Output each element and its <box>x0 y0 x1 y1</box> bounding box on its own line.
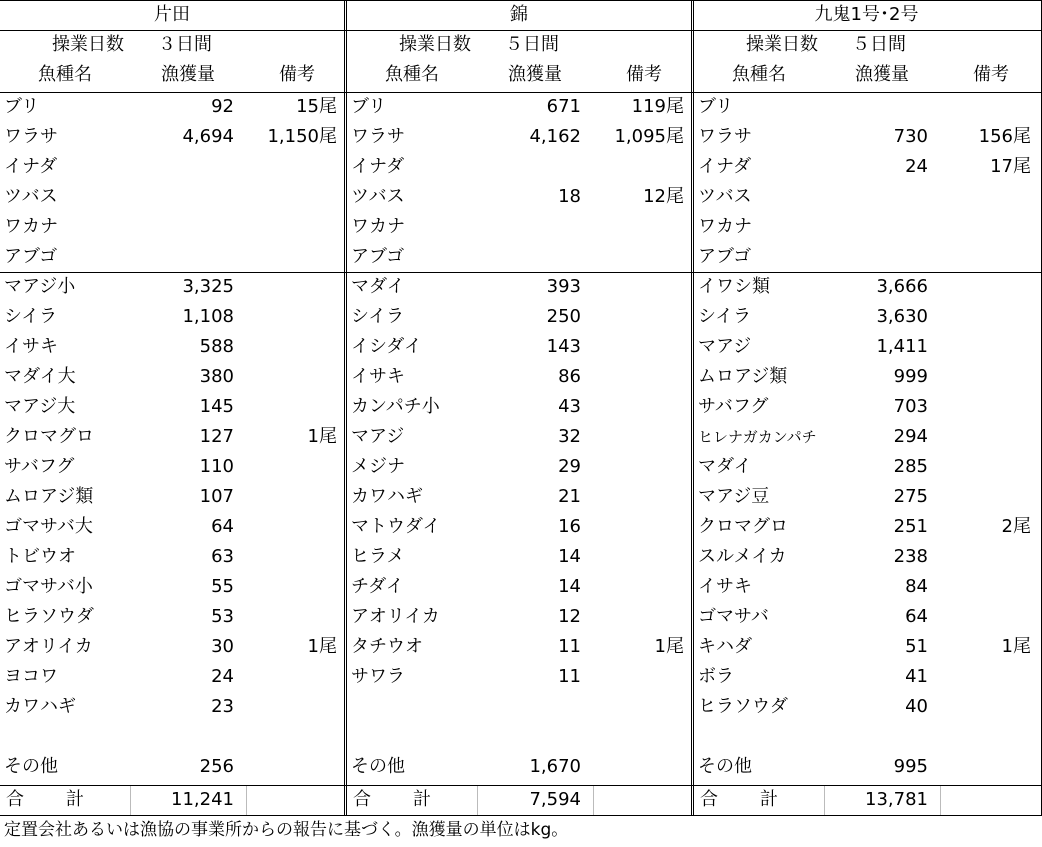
species-name: ヨコワ <box>4 666 58 687</box>
catch-count-note: 15尾 <box>296 96 337 117</box>
footnote: 定置会社あるいは漁協の事業所からの報告に基づく。漁獲量の単位はkg。 <box>4 820 569 840</box>
species-name: マアジ <box>698 336 752 357</box>
catch-amount: 30 <box>211 636 234 657</box>
species-name: その他 <box>4 756 58 777</box>
catch-amount: 999 <box>893 366 928 387</box>
catch-amount: 86 <box>558 366 581 387</box>
days-label: 操業日数 <box>399 34 471 55</box>
species-name: マアジ小 <box>4 276 76 297</box>
total-label <box>6 785 84 815</box>
days-label: 操業日数 <box>746 34 818 55</box>
species-name: クロマグロ <box>4 426 94 447</box>
section-title: 九鬼1号･2号 <box>814 4 919 25</box>
species-name: ツバス <box>4 186 58 207</box>
catch-amount: 251 <box>893 516 928 537</box>
species-name: マアジ <box>351 426 405 447</box>
catch-amount: 51 <box>905 636 928 657</box>
species-name: クロマグロ <box>698 516 788 537</box>
species-name: ボラ <box>698 666 734 687</box>
catch-amount: 238 <box>893 546 928 567</box>
catch-amount: 14 <box>558 576 581 597</box>
species-name: マアジ大 <box>4 396 76 417</box>
species-name: イナダ <box>698 156 752 177</box>
catch-amount: 107 <box>199 486 234 507</box>
species-name: トビウオ <box>4 546 76 567</box>
total-cell-divider <box>246 786 247 815</box>
species-name: イナダ <box>351 156 405 177</box>
catch-count-note: 1,095尾 <box>614 126 684 147</box>
catch-amount: 92 <box>211 96 234 117</box>
catch-amount: 110 <box>199 456 234 477</box>
species-name: アブゴ <box>351 246 405 267</box>
total-label <box>700 785 778 815</box>
catch-count-note: 17尾 <box>990 156 1031 177</box>
days-label: 操業日数 <box>52 34 124 55</box>
species-name: イナダ <box>4 156 58 177</box>
catch-amount: 275 <box>893 486 928 507</box>
species-name: マトウダイ <box>351 516 441 537</box>
catch-amount: 380 <box>199 366 234 387</box>
species-name: チダイ <box>351 576 404 597</box>
species-name: サバフグ <box>4 456 75 477</box>
catch-count-note: 1尾 <box>1001 636 1031 657</box>
catch-amount: 4,694 <box>182 126 234 147</box>
section-divider-1 <box>344 0 347 815</box>
days-value: ５日間 <box>505 34 559 55</box>
catch-amount: 23 <box>211 696 234 717</box>
catch-amount: 143 <box>546 336 581 357</box>
catch-amount: 1,108 <box>182 306 234 327</box>
catch-amount: 16 <box>558 516 581 537</box>
species-name: アブゴ <box>698 246 752 267</box>
total-label-right: 計 <box>760 789 778 810</box>
column-header-name: 魚種名 <box>38 64 92 85</box>
total-cell-divider <box>940 786 941 815</box>
species-name: カワハギ <box>351 486 423 507</box>
species-name: ヒラソウダ <box>4 606 94 627</box>
species-name: イサキ <box>4 336 58 357</box>
catch-amount: 32 <box>558 426 581 447</box>
column-header-notes: 備考 <box>626 64 662 85</box>
catch-amount: 55 <box>211 576 234 597</box>
species-name: ゴマサバ小 <box>4 576 93 597</box>
catch-amount: 41 <box>905 666 928 687</box>
catch-amount: 127 <box>199 426 234 447</box>
column-header-name: 魚種名 <box>385 64 439 85</box>
total-label-right: 計 <box>66 789 84 810</box>
species-name: ワラサ <box>4 126 58 147</box>
species-name: ブリ <box>351 96 387 117</box>
species-name: アブゴ <box>4 246 58 267</box>
species-name: マダイ <box>698 456 752 477</box>
catch-amount: 84 <box>905 576 928 597</box>
species-name: イシダイ <box>351 336 422 357</box>
catch-amount: 3,666 <box>876 276 928 297</box>
catch-amount: 703 <box>893 396 928 417</box>
catch-amount: 11 <box>558 636 581 657</box>
species-name: ゴマサバ大 <box>4 516 93 537</box>
catch-amount: 24 <box>905 156 928 177</box>
catch-amount: 250 <box>546 306 581 327</box>
catch-amount: 1,411 <box>876 336 928 357</box>
catch-amount: 4,162 <box>529 126 581 147</box>
catch-amount: 1,670 <box>529 756 581 777</box>
species-name: キハダ <box>698 636 752 657</box>
species-name: ヒラソウダ <box>698 696 788 717</box>
total-amount: 11,241 <box>171 789 234 810</box>
species-name: アオリイカ <box>4 636 93 657</box>
species-name: カワハギ <box>4 696 76 717</box>
catch-amount: 294 <box>893 426 928 447</box>
species-name: マアジ豆 <box>698 486 770 507</box>
catch-amount: 24 <box>211 666 234 687</box>
catch-amount: 12 <box>558 606 581 627</box>
species-name: その他 <box>351 756 405 777</box>
species-name: ヒレナガカンパチ <box>698 428 817 446</box>
catch-amount: 393 <box>546 276 581 297</box>
species-name: サバフグ <box>698 396 769 417</box>
catch-count-note: 1,150尾 <box>267 126 337 147</box>
species-name: イサキ <box>698 576 752 597</box>
species-name: ワカナ <box>4 216 58 237</box>
column-header-name: 魚種名 <box>732 64 786 85</box>
catch-amount: 21 <box>558 486 581 507</box>
catch-amount: 29 <box>558 456 581 477</box>
species-name: その他 <box>698 756 752 777</box>
species-name: イサキ <box>351 366 405 387</box>
catch-count-note: 12尾 <box>643 186 684 207</box>
species-name: ワラサ <box>351 126 405 147</box>
column-header-catch: 漁獲量 <box>161 64 215 85</box>
species-name: ワラサ <box>698 126 752 147</box>
catch-count-note: 2尾 <box>1001 516 1031 537</box>
catch-amount: 730 <box>893 126 928 147</box>
catch-count-note: 1尾 <box>307 426 337 447</box>
total-label-left: 合 <box>353 789 371 810</box>
days-value: ５日間 <box>852 34 906 55</box>
species-name: ワカナ <box>698 216 752 237</box>
total-label-left: 合 <box>6 789 24 810</box>
species-name: カンパチ小 <box>351 396 440 417</box>
catch-amount: 18 <box>558 186 581 207</box>
catch-count-note: 1尾 <box>654 636 684 657</box>
species-name: アオリイカ <box>351 606 440 627</box>
catch-amount: 64 <box>211 516 234 537</box>
catch-amount: 3,630 <box>876 306 928 327</box>
total-amount: 13,781 <box>865 789 928 810</box>
section-divider-2 <box>691 0 694 815</box>
catch-amount: 64 <box>905 606 928 627</box>
species-name: ムロアジ類 <box>698 366 788 387</box>
catch-amount: 3,325 <box>182 276 234 297</box>
catch-amount: 40 <box>905 696 928 717</box>
catch-count-note: 119尾 <box>631 96 684 117</box>
column-header-notes: 備考 <box>973 64 1009 85</box>
species-name: ブリ <box>698 96 734 117</box>
total-label-right: 計 <box>413 789 431 810</box>
column-header-catch: 漁獲量 <box>508 64 562 85</box>
days-value: ３日間 <box>158 34 212 55</box>
catch-amount: 256 <box>199 756 234 777</box>
species-name: イワシ類 <box>698 276 770 297</box>
species-name: ツバス <box>698 186 752 207</box>
catch-amount: 63 <box>211 546 234 567</box>
species-name: ツバス <box>351 186 405 207</box>
species-name: メジナ <box>351 456 405 477</box>
catch-amount: 588 <box>199 336 234 357</box>
species-name: マダイ <box>351 276 405 297</box>
column-header-catch: 漁獲量 <box>855 64 909 85</box>
species-name: シイラ <box>351 306 405 327</box>
catch-amount: 14 <box>558 546 581 567</box>
catch-amount: 145 <box>199 396 234 417</box>
catch-count-note: 1尾 <box>307 636 337 657</box>
catch-amount: 995 <box>893 756 928 777</box>
species-name: マダイ大 <box>4 366 76 387</box>
species-name: ヒラメ <box>351 546 405 567</box>
catch-count-note: 156尾 <box>978 126 1031 147</box>
species-name: タチウオ <box>351 636 423 657</box>
species-name: サワラ <box>351 666 405 687</box>
catch-amount: 43 <box>558 396 581 417</box>
species-name: ムロアジ類 <box>4 486 94 507</box>
catch-amount: 285 <box>893 456 928 477</box>
column-header-notes: 備考 <box>279 64 315 85</box>
catch-amount: 671 <box>546 96 581 117</box>
species-name: シイラ <box>4 306 58 327</box>
species-name: ブリ <box>4 96 40 117</box>
species-name: ゴマサバ <box>698 606 769 627</box>
section-title: 片田 <box>154 4 190 25</box>
catch-amount: 11 <box>558 666 581 687</box>
species-name: ワカナ <box>351 216 405 237</box>
species-name: スルメイカ <box>698 546 787 567</box>
total-amount: 7,594 <box>529 789 581 810</box>
catch-amount: 53 <box>211 606 234 627</box>
total-cell-divider <box>593 786 594 815</box>
total-label <box>353 785 431 815</box>
total-label-left: 合 <box>700 789 718 810</box>
species-name: シイラ <box>698 306 752 327</box>
section-title: 錦 <box>510 4 528 25</box>
